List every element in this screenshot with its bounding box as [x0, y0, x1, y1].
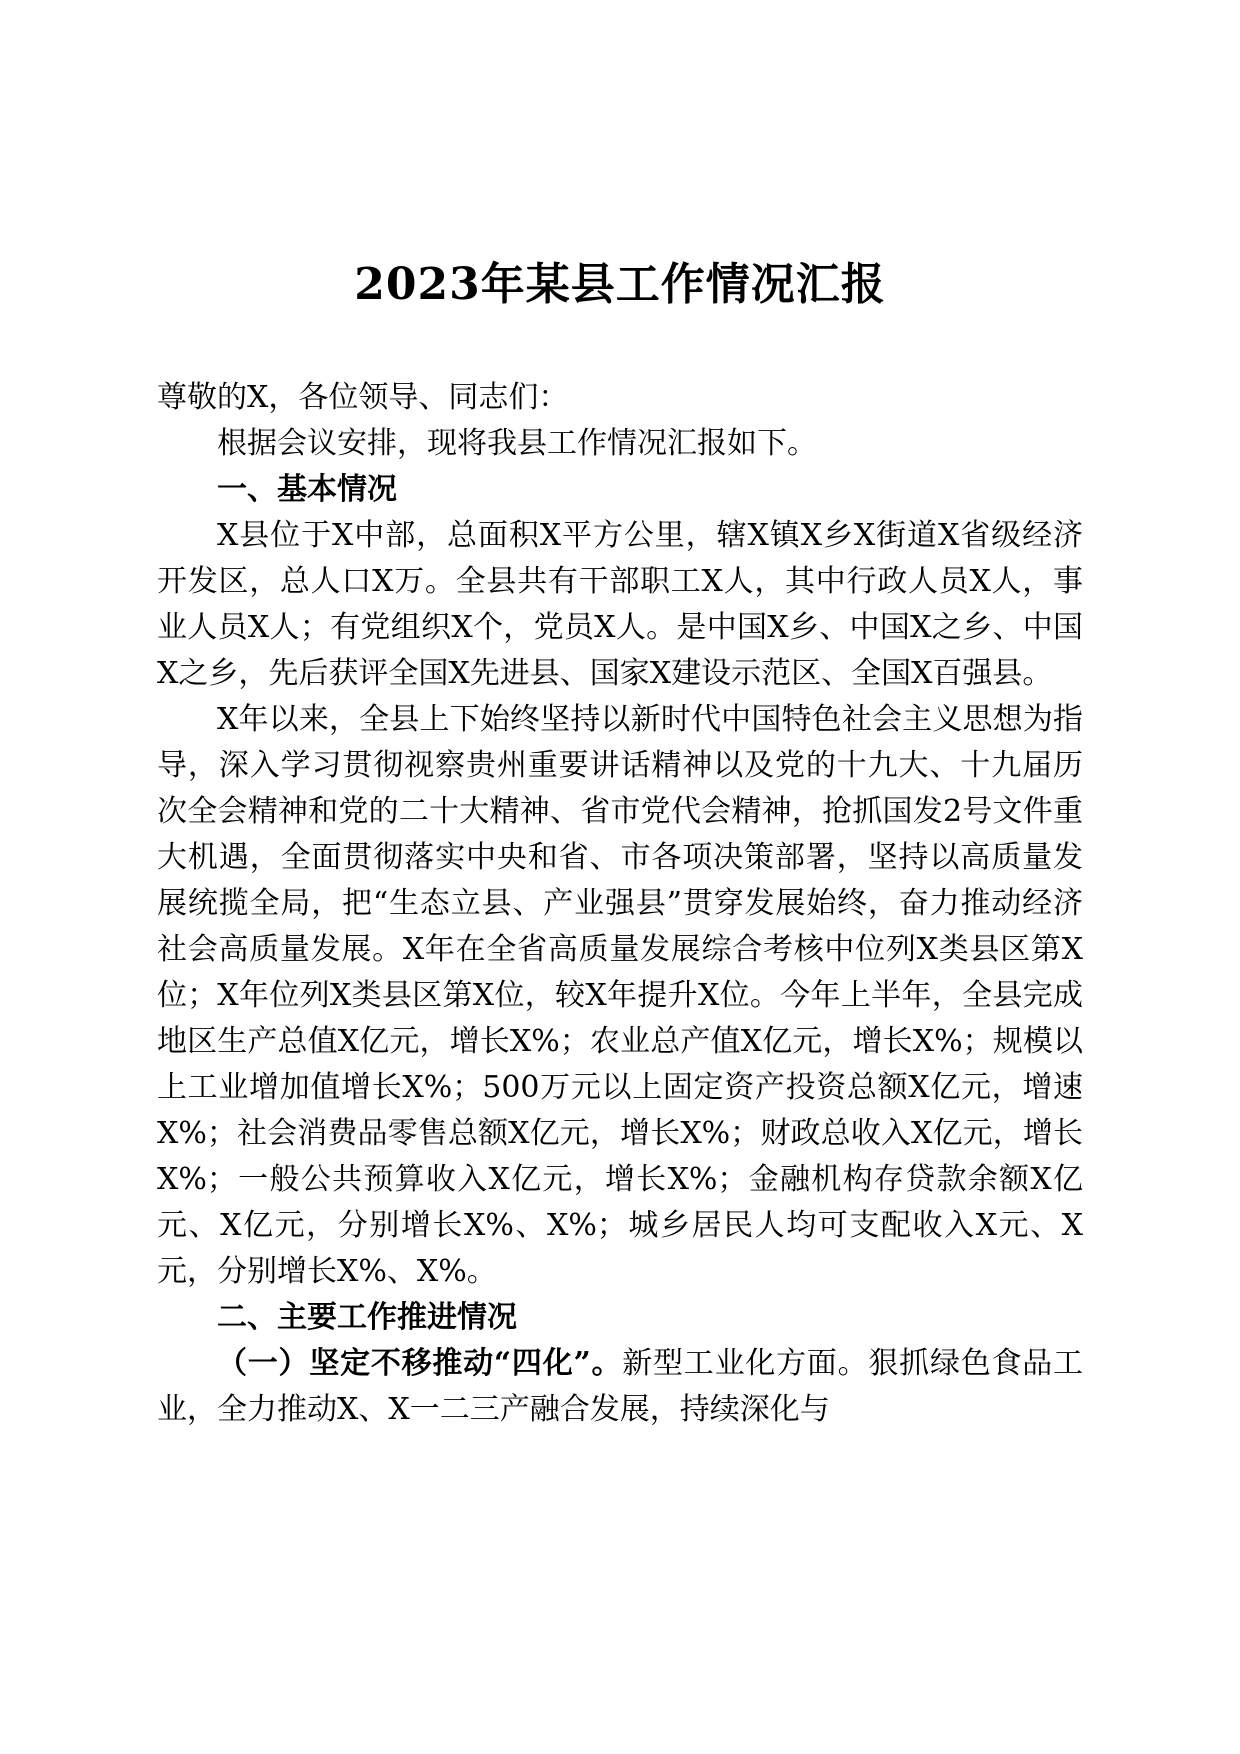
section-heading-basic: 一、基本情况	[217, 472, 397, 507]
paragraph-four-modernizations	[157, 1341, 1083, 1433]
section-heading-main-work: 二、主要工作推进情况	[217, 1300, 517, 1335]
document-body	[157, 375, 1083, 1433]
paragraph-development-summary: X年以来，全县上下始终坚持以新时代中国特色社会主义思想为指导，深入学习贯彻视察贵州重要讲话精神以及党的十九大、十九届历次全会精神和党的二十大精神、省市党代会精神，抢抓国发2号文件重大机遇，全面贯彻落实中央和省、市各项决策部署，坚持以高质量发展统揽全局，把“生态立县、产业强县”贯穿发展始终，奋力推动经济社会高质量发展。X年在全省高质量发展综合考核中位列X类县区第X位；X年位列X类县区第X位，较X年提升X位。今年上半年，全县完成地区生产总值X亿元，增长X%；农业总产值X亿元，增长X%；规模以上工业增加值增长X%；500万元以上固定资产投资总额X亿元，增速X%；社会消费品零售总额X亿元，增长X%；财政总收入X亿元，增长X%；一般公共预算收入X亿元，增长X%；金融机构存贷款余额X亿元、X亿元，分别增长X%、X%；城乡居民人均可支配收入X元、X元，分别增长X%、X%。	[157, 702, 1083, 1289]
document-title: 2023年某县工作情况汇报	[354, 259, 886, 310]
intro-paragraph: 根据会议安排，现将我县工作情况汇报如下。	[217, 426, 817, 461]
paragraph-county-overview: X县位于X中部，总面积X平方公里，辖X镇X乡X街道X省级经济开发区，总人口X万。全县共有干部职工X人，其中行政人员X人，事业人员X人；有党组织X个，党员X人。是中国X乡、中国X之乡、中国X之乡，先后获评全国X先进县、国家X建设示范区、全国X百强县。	[157, 518, 1083, 691]
sub-paragraph-text: 新型工业化方面。狠抓绿色食品工业，全力推动X、X一二三产融合发展，持续深化与	[157, 1346, 1084, 1427]
sub-heading-four-modernizations: （一）坚定不移推动“四化”。	[217, 1346, 623, 1381]
salutation: 尊敬的X，各位领导、同志们：	[157, 380, 569, 415]
